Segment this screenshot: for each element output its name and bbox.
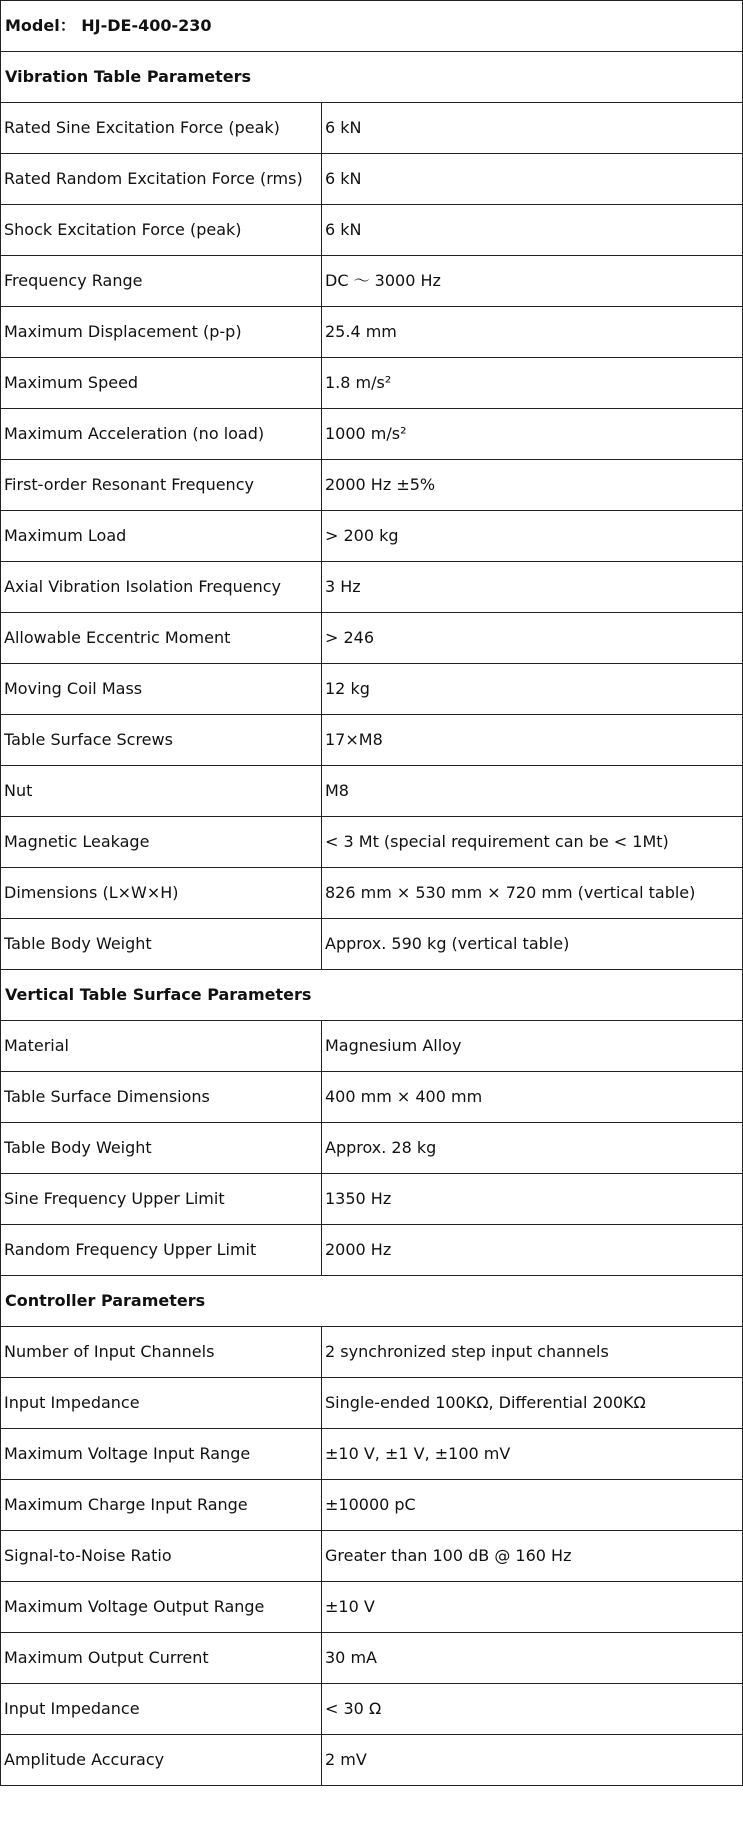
table-row [1, 256, 743, 307]
table-row [1, 1225, 743, 1276]
parameter-value: 400 mm × 400 mm [322, 1072, 743, 1123]
section-header-row [1, 52, 743, 103]
parameter-value: ±10 V [322, 1582, 743, 1633]
parameter-label: First-order Resonant Frequency [1, 460, 322, 511]
parameter-value: > 200 kg [322, 511, 743, 562]
parameter-label: Maximum Acceleration (no load) [1, 409, 322, 460]
table-row [1, 154, 743, 205]
parameter-label: Maximum Displacement (p-p) [1, 307, 322, 358]
table-row [1, 460, 743, 511]
section-title: Controller Parameters [1, 1276, 743, 1327]
parameter-value: ±10 V, ±1 V, ±100 mV [322, 1429, 743, 1480]
table-row [1, 1429, 743, 1480]
parameter-value: 2000 Hz ±5% [322, 460, 743, 511]
parameter-value: 2000 Hz [322, 1225, 743, 1276]
table-row [1, 1480, 743, 1531]
parameter-value: 3 Hz [322, 562, 743, 613]
parameter-value: < 30 Ω [322, 1684, 743, 1735]
parameter-label: Input Impedance [1, 1684, 322, 1735]
parameter-value: Single-ended 100KΩ, Differential 200KΩ [322, 1378, 743, 1429]
parameter-value: 17×M8 [322, 715, 743, 766]
section-title: Vibration Table Parameters [1, 52, 743, 103]
table-row [1, 1327, 743, 1378]
parameter-value: 12 kg [322, 664, 743, 715]
parameter-value: 1350 Hz [322, 1174, 743, 1225]
parameter-value: 1.8 m/s² [322, 358, 743, 409]
parameter-label: Maximum Voltage Input Range [1, 1429, 322, 1480]
parameter-label: Material [1, 1021, 322, 1072]
parameter-label: Table Surface Screws [1, 715, 322, 766]
section-header-row [1, 970, 743, 1021]
parameter-value: 2 synchronized step input channels [322, 1327, 743, 1378]
table-row [1, 562, 743, 613]
parameter-value: < 3 Mt (special requirement can be < 1Mt) [322, 817, 743, 868]
parameter-label: Maximum Voltage Output Range [1, 1582, 322, 1633]
parameter-label: Shock Excitation Force (peak) [1, 205, 322, 256]
parameter-label: Allowable Eccentric Moment [1, 613, 322, 664]
table-row [1, 1684, 743, 1735]
parameter-label: Frequency Range [1, 256, 322, 307]
parameter-value: 1000 m/s² [322, 409, 743, 460]
parameter-value: 30 mA [322, 1633, 743, 1684]
parameter-value: Greater than 100 dB @ 160 Hz [322, 1531, 743, 1582]
parameter-label: Maximum Output Current [1, 1633, 322, 1684]
parameter-value: M8 [322, 766, 743, 817]
table-row [1, 613, 743, 664]
parameter-value: > 246 [322, 613, 743, 664]
parameter-label: Table Surface Dimensions [1, 1072, 322, 1123]
parameter-value: Approx. 28 kg [322, 1123, 743, 1174]
parameter-label: Axial Vibration Isolation Frequency [1, 562, 322, 613]
parameter-label: Magnetic Leakage [1, 817, 322, 868]
parameter-label: Maximum Charge Input Range [1, 1480, 322, 1531]
section-title: Vertical Table Surface Parameters [1, 970, 743, 1021]
table-row [1, 409, 743, 460]
table-row [1, 307, 743, 358]
table-row [1, 664, 743, 715]
parameter-value: 6 kN [322, 205, 743, 256]
spec-table-body [1, 1, 743, 1786]
parameter-label: Nut [1, 766, 322, 817]
parameter-label: Random Frequency Upper Limit [1, 1225, 322, 1276]
parameter-value: 6 kN [322, 103, 743, 154]
table-row [1, 205, 743, 256]
table-row [1, 511, 743, 562]
table-row [1, 766, 743, 817]
parameter-label: Dimensions (L×W×H) [1, 868, 322, 919]
table-row [1, 1021, 743, 1072]
table-row [1, 1123, 743, 1174]
parameter-label: Table Body Weight [1, 919, 322, 970]
parameter-value: 2 mV [322, 1735, 743, 1786]
parameter-label: Amplitude Accuracy [1, 1735, 322, 1786]
parameter-label: Sine Frequency Upper Limit [1, 1174, 322, 1225]
parameter-label: Maximum Speed [1, 358, 322, 409]
parameter-value: 6 kN [322, 154, 743, 205]
table-row [1, 1735, 743, 1786]
table-row [1, 817, 743, 868]
parameter-label: Rated Random Excitation Force (rms) [1, 154, 322, 205]
parameter-value: Magnesium Alloy [322, 1021, 743, 1072]
parameter-label: Table Body Weight [1, 1123, 322, 1174]
parameter-label: Maximum Load [1, 511, 322, 562]
table-row [1, 715, 743, 766]
table-row [1, 919, 743, 970]
table-row [1, 1531, 743, 1582]
table-row [1, 1378, 743, 1429]
model-title: Model： HJ-DE-400-230 [1, 1, 743, 52]
table-row [1, 868, 743, 919]
parameter-label: Rated Sine Excitation Force (peak) [1, 103, 322, 154]
table-row [1, 1582, 743, 1633]
parameter-label: Moving Coil Mass [1, 664, 322, 715]
table-row [1, 358, 743, 409]
parameter-value: DC 〜 3000 Hz [322, 256, 743, 307]
parameter-label: Input Impedance [1, 1378, 322, 1429]
table-row [1, 1072, 743, 1123]
table-row [1, 1174, 743, 1225]
parameter-value: 826 mm × 530 mm × 720 mm (vertical table) [322, 868, 743, 919]
model-row [1, 1, 743, 52]
parameter-label: Signal-to-Noise Ratio [1, 1531, 322, 1582]
table-row [1, 103, 743, 154]
parameter-value: Approx. 590 kg (vertical table) [322, 919, 743, 970]
parameter-value: 25.4 mm [322, 307, 743, 358]
section-header-row [1, 1276, 743, 1327]
parameter-label: Number of Input Channels [1, 1327, 322, 1378]
table-row [1, 1633, 743, 1684]
parameter-value: ±10000 pC [322, 1480, 743, 1531]
